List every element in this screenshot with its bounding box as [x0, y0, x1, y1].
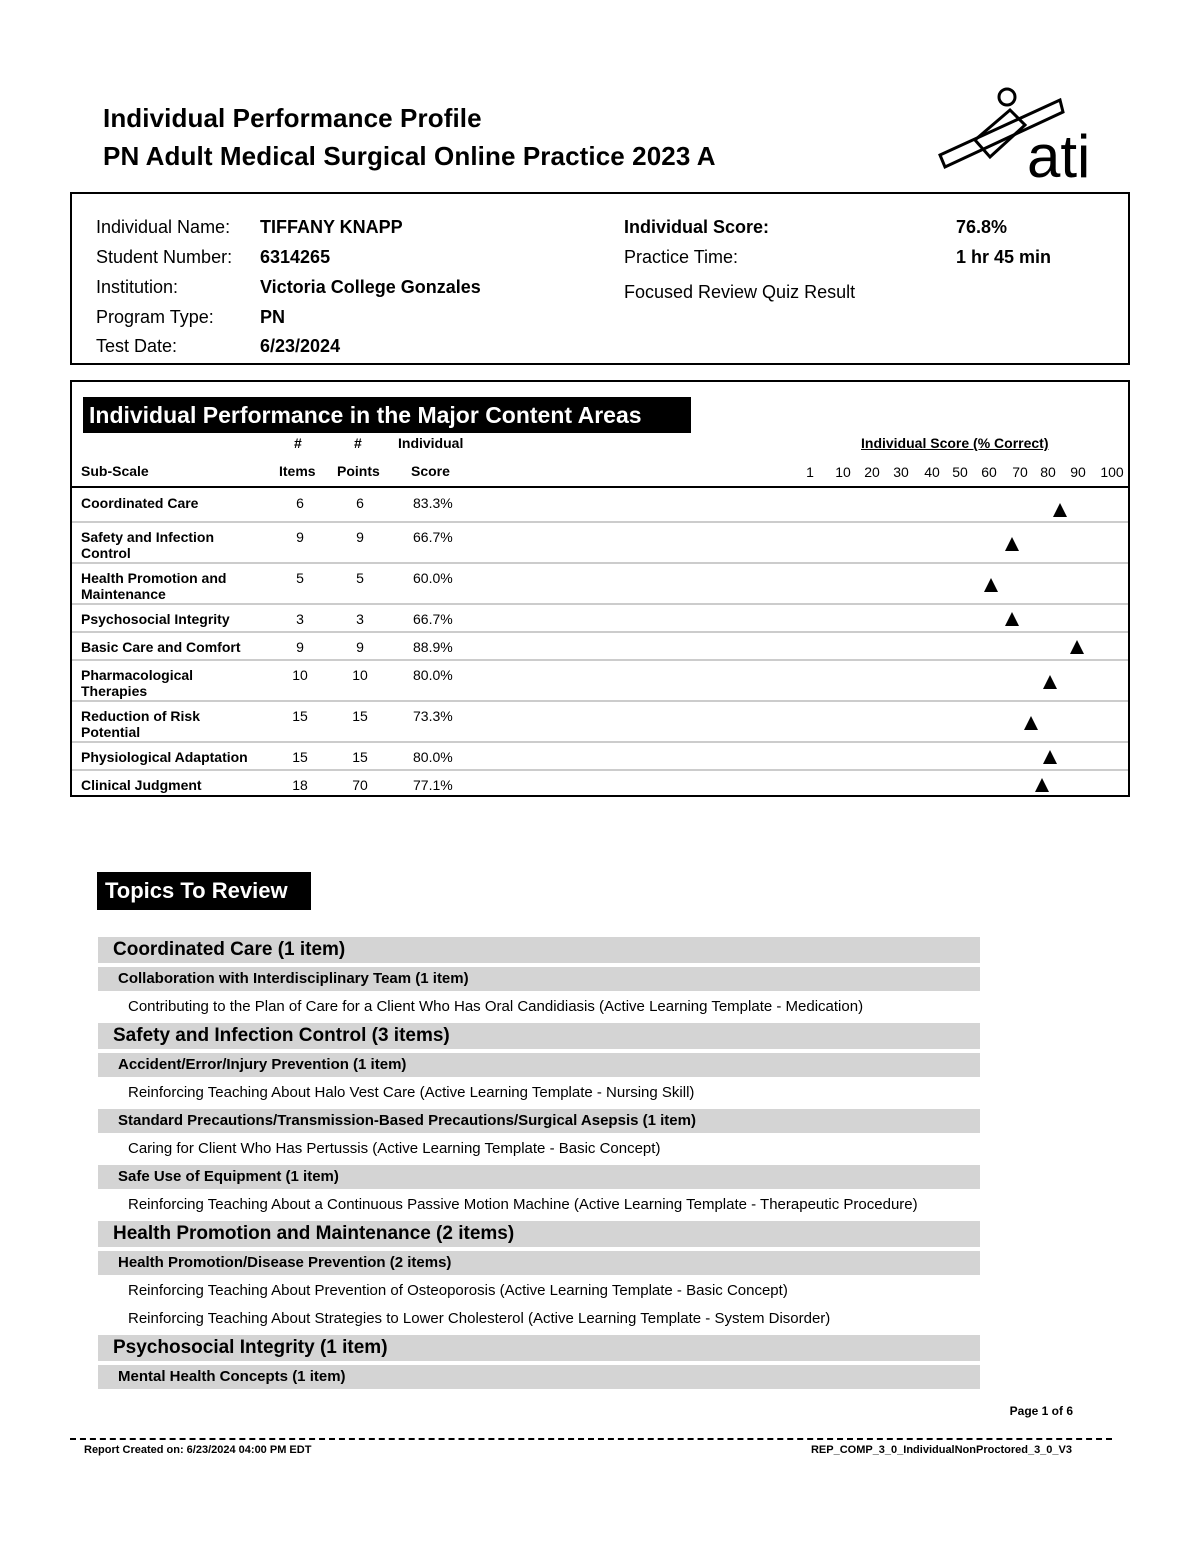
subscale-items: 5 — [296, 570, 304, 586]
name-label: Individual Name: — [96, 217, 231, 237]
axis-tick-label: 30 — [893, 464, 909, 480]
student-info-panel — [70, 192, 1130, 365]
subscale-row — [72, 489, 1128, 523]
subscale-items: 15 — [292, 749, 308, 765]
subscale-score: 66.7% — [413, 611, 453, 627]
topic-item: Caring for Client Who Has Pertussis (Active Learning Template - Basic Concept) — [128, 1140, 661, 1157]
subscale-items: 9 — [296, 529, 304, 545]
score-marker — [1005, 612, 1019, 626]
subscale-name: Coordinated Care — [81, 495, 199, 511]
student-number-value: 6314265 — [260, 247, 331, 267]
subscale-points: 3 — [356, 611, 364, 627]
performance-panel — [70, 380, 1130, 797]
score-marker — [1070, 640, 1084, 654]
subscale-name: Safety and Infection Control — [81, 529, 215, 561]
program-type-label: Program Type: — [96, 307, 214, 327]
topic-category: Coordinated Care (1 item) — [98, 937, 980, 963]
topic-subcategory: Health Promotion/Disease Prevention (2 items) — [98, 1251, 980, 1275]
name-value: TIFFANY KNAPP — [260, 217, 403, 237]
subscale-name: Health Promotion and Maintenance — [81, 570, 227, 602]
score-marker — [1024, 716, 1038, 730]
subscale-row — [72, 633, 1128, 661]
col-points: Points — [337, 463, 380, 479]
program-type-value: PN — [260, 307, 286, 327]
topic-item: Reinforcing Teaching About Prevention of Osteoporosis (Active Learning Template - Basic Concept) — [128, 1282, 788, 1299]
performance-banner: Individual Performance in the Major Content Areas — [83, 397, 691, 433]
subscale-name: Reduction of Risk Potential — [81, 708, 201, 740]
subscale-points: 5 — [356, 570, 364, 586]
topic-category: Health Promotion and Maintenance (2 items) — [98, 1221, 980, 1247]
topics-banner: Topics To Review — [97, 872, 311, 910]
topic-subcategory: Mental Health Concepts (1 item) — [98, 1365, 980, 1389]
subscale-name: Pharmacological Therapies — [81, 667, 194, 699]
subscale-points: 15 — [352, 708, 368, 724]
focused-review-label: Focused Review Quiz Result — [624, 282, 856, 302]
page-subtitle: PN Adult Medical Surgical Online Practice 2023 A — [103, 141, 716, 171]
axis-tick-label: 10 — [835, 464, 851, 480]
test-date-label: Test Date: — [96, 336, 178, 356]
score-marker — [984, 578, 998, 592]
col-subscale: Sub-Scale — [81, 463, 149, 479]
subscale-items: 18 — [292, 777, 308, 793]
topic-category: Psychosocial Integrity (1 item) — [98, 1335, 980, 1361]
subscale-score: 80.0% — [413, 667, 453, 683]
axis-tick-label: 90 — [1070, 464, 1086, 480]
col-score: Score — [411, 463, 450, 479]
topic-category: Safety and Infection Control (3 items) — [98, 1023, 980, 1049]
test-date-value: 6/23/2024 — [260, 336, 341, 356]
subscale-name: Psychosocial Integrity — [81, 611, 230, 627]
axis-tick-label: 1 — [806, 464, 814, 480]
subscale-items: 15 — [292, 708, 308, 724]
topic-subcategory: Safe Use of Equipment (1 item) — [98, 1165, 980, 1189]
topic-subcategory: Standard Precautions/Transmission-Based Precautions/Surgical Asepsis (1 item) — [98, 1109, 980, 1133]
subscale-row — [72, 771, 1128, 799]
subscale-score: 66.7% — [413, 529, 453, 545]
subscale-name: Clinical Judgment — [81, 777, 202, 793]
topic-item: Reinforcing Teaching About Strategies to Lower Cholesterol (Active Learning Template - System Disorder) — [128, 1310, 831, 1327]
subscale-row — [72, 702, 1128, 743]
subscale-points: 9 — [356, 639, 364, 655]
individual-score-value: 76.8% — [956, 217, 1008, 237]
axis-tick-label: 40 — [924, 464, 940, 480]
col-items: Items — [279, 463, 316, 479]
subscale-row — [72, 564, 1128, 605]
topic-item: Contributing to the Plan of Care for a Client Who Has Oral Candidiasis (Active Learning Template - Medication) — [128, 998, 864, 1015]
subscale-items: 10 — [292, 667, 308, 683]
subscale-points: 6 — [356, 495, 364, 511]
subscale-items: 9 — [296, 639, 304, 655]
score-marker — [1053, 503, 1067, 517]
subscale-name: Physiological Adaptation — [81, 749, 248, 765]
axis-tick-label: 20 — [864, 464, 880, 480]
topic-subcategory: Accident/Error/Injury Prevention (1 item) — [98, 1053, 980, 1077]
logo-text: ati — [1027, 123, 1091, 185]
col-items-hash: # — [294, 435, 302, 451]
subscale-row — [72, 743, 1128, 771]
subscale-points: 15 — [352, 749, 368, 765]
page-title: Individual Performance Profile — [103, 103, 482, 133]
report-id: REP_COMP_3_0_IndividualNonProctored_3_0_V3 — [810, 1444, 1072, 1456]
practice-time-value: 1 hr 45 min — [956, 247, 1052, 267]
subscale-score: 77.1% — [413, 777, 453, 793]
subscale-items: 3 — [296, 611, 304, 627]
subscale-score: 83.3% — [413, 495, 453, 511]
subscale-row — [72, 661, 1128, 702]
ati-logo — [935, 85, 1105, 185]
practice-time-label: Practice Time: — [624, 247, 739, 267]
page-number: Page 1 of 6 — [1009, 1404, 1073, 1418]
topic-item: Reinforcing Teaching About Halo Vest Care (Active Learning Template - Nursing Skill) — [128, 1084, 695, 1101]
axis-tick-label: 70 — [1012, 464, 1028, 480]
subscale-points: 70 — [352, 777, 368, 793]
institution-label: Institution: — [96, 277, 179, 297]
subscale-name: Basic Care and Comfort — [81, 639, 241, 655]
subscale-points: 9 — [356, 529, 364, 545]
topics-list — [98, 937, 980, 1393]
score-marker — [1005, 537, 1019, 551]
footer-divider — [70, 1438, 1112, 1440]
individual-score-label: Individual Score: — [624, 217, 770, 237]
axis-tick-label: 50 — [952, 464, 968, 480]
axis-tick-label: 80 — [1040, 464, 1056, 480]
topic-subcategory: Collaboration with Interdisciplinary Team (1 item) — [98, 967, 980, 991]
subscale-score: 60.0% — [413, 570, 453, 586]
score-marker — [1043, 675, 1057, 689]
score-axis-title: Individual Score (% Correct) — [861, 435, 1049, 451]
topic-item: Reinforcing Teaching About a Continuous Passive Motion Machine (Active Learning Template - Therapeutic Procedure) — [128, 1196, 918, 1213]
subscale-score: 88.9% — [413, 639, 453, 655]
institution-value: Victoria College Gonzales — [260, 277, 481, 297]
subscale-row — [72, 605, 1128, 633]
subscale-row — [72, 523, 1128, 564]
header-divider — [72, 486, 1128, 488]
report-created: Report Created on: 6/23/2024 04:00 PM EDT — [84, 1444, 312, 1456]
subscale-score: 73.3% — [413, 708, 453, 724]
axis-tick-label: 100 — [1100, 464, 1124, 480]
subscale-points: 10 — [352, 667, 368, 683]
subscale-score: 80.0% — [413, 749, 453, 765]
score-marker — [1035, 778, 1049, 792]
subscale-items: 6 — [296, 495, 304, 511]
student-number-label: Student Number: — [96, 247, 233, 267]
score-marker — [1043, 750, 1057, 764]
axis-tick-label: 60 — [981, 464, 997, 480]
col-individual: Individual — [398, 435, 464, 451]
col-points-hash: # — [354, 435, 362, 451]
